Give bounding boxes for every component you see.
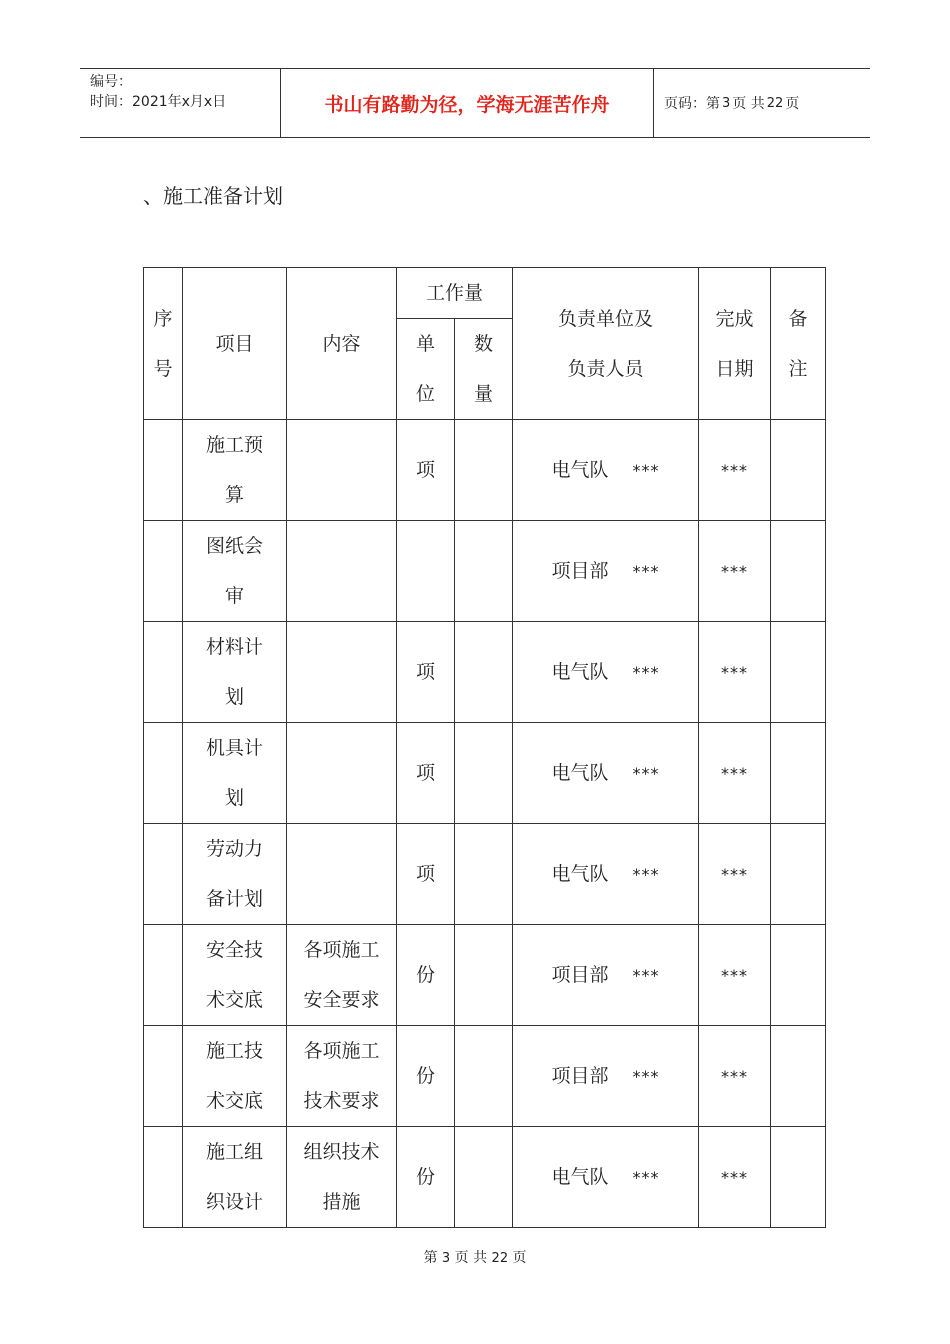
cell-unit: 项: [397, 723, 455, 824]
cell-responsible: 项目部 ***: [513, 521, 699, 622]
header-row: [144, 268, 826, 319]
cell-remark: [771, 925, 826, 1026]
footer-total: 22: [491, 1251, 509, 1266]
section-title: 、施工准备计划: [143, 184, 283, 208]
header-remark: 备注: [771, 268, 826, 420]
header-content: 内容: [287, 268, 397, 420]
cell-remark: [771, 1026, 826, 1127]
cell-item: 施工预算: [183, 420, 287, 521]
table-row: [144, 925, 826, 1026]
cell-unit: 项: [397, 824, 455, 925]
cell-responsible: 项目部 ***: [513, 925, 699, 1026]
cell-item: 机具计划: [183, 723, 287, 824]
page-footer: [0, 1247, 950, 1267]
cell-responsible: 电气队 ***: [513, 1127, 699, 1228]
cell-seq: [144, 1127, 183, 1228]
page-prefix: 页码：第: [664, 96, 720, 112]
cell-remark: [771, 622, 826, 723]
table-row: [144, 1127, 826, 1228]
cell-remark: [771, 521, 826, 622]
cell-quantity: [455, 1127, 513, 1228]
cell-remark: [771, 824, 826, 925]
cell-content: 各项施工技术要求: [287, 1026, 397, 1127]
cell-date: ***: [699, 1127, 771, 1228]
page-current: 3: [722, 95, 731, 111]
cell-item: 施工技术交底: [183, 1026, 287, 1127]
cell-quantity: [455, 622, 513, 723]
footer-current: 3: [441, 1251, 451, 1266]
cell-responsible: 项目部 ***: [513, 1026, 699, 1127]
cell-content: 组织技术措施: [287, 1127, 397, 1228]
cell-quantity: [455, 1026, 513, 1127]
footer-suffix: 页: [512, 1250, 527, 1266]
cell-responsible: 电气队 ***: [513, 723, 699, 824]
header-meta: [80, 69, 281, 137]
header-item: 项目: [183, 268, 287, 420]
cell-date: ***: [699, 824, 771, 925]
cell-unit: 份: [397, 1127, 455, 1228]
document-header: [80, 68, 870, 138]
footer-mid: 页 共: [454, 1250, 488, 1266]
cell-seq: [144, 824, 183, 925]
table-row: [144, 1026, 826, 1127]
header-responsible: [513, 268, 699, 420]
cell-remark: [771, 420, 826, 521]
header-workload: 工作量: [397, 268, 513, 319]
cell-date: ***: [699, 723, 771, 824]
cell-item: 材料计划: [183, 622, 287, 723]
header-responsible-line2: 负责人员: [567, 357, 644, 380]
footer-prefix: 第: [423, 1250, 438, 1266]
table-row: [144, 420, 826, 521]
cell-unit: 份: [397, 1026, 455, 1127]
table-row: [144, 622, 826, 723]
cell-quantity: [455, 521, 513, 622]
page-mid: 页 共: [732, 96, 765, 112]
page-suffix: 页: [785, 96, 800, 112]
cell-seq: [144, 420, 183, 521]
table-row: [144, 723, 826, 824]
cell-seq: [144, 521, 183, 622]
cell-seq: [144, 1026, 183, 1127]
cell-content: [287, 723, 397, 824]
header-page-info: [654, 69, 870, 137]
table-row: [144, 521, 826, 622]
cell-quantity: [455, 824, 513, 925]
cell-responsible: 电气队 ***: [513, 420, 699, 521]
cell-remark: [771, 723, 826, 824]
cell-seq: [144, 622, 183, 723]
cell-unit: 项: [397, 420, 455, 521]
preparation-plan-table: [143, 267, 826, 1228]
cell-date: ***: [699, 622, 771, 723]
cell-unit: [397, 521, 455, 622]
cell-item: 施工组织设计: [183, 1127, 287, 1228]
cell-seq: [144, 723, 183, 824]
cell-date: ***: [699, 521, 771, 622]
cell-content: [287, 420, 397, 521]
table-row: [144, 824, 826, 925]
cell-responsible: 电气队 ***: [513, 824, 699, 925]
cell-content: [287, 824, 397, 925]
cell-date: ***: [699, 1026, 771, 1127]
cell-item: 劳动力备计划: [183, 824, 287, 925]
header-motto: 书山有路勤为径，学海无涯苦作舟: [281, 69, 654, 137]
cell-unit: 项: [397, 622, 455, 723]
cell-date: ***: [699, 420, 771, 521]
cell-quantity: [455, 420, 513, 521]
cell-unit: 份: [397, 925, 455, 1026]
cell-date: ***: [699, 925, 771, 1026]
header-unit: 单位: [397, 319, 455, 420]
cell-quantity: [455, 925, 513, 1026]
header-responsible-line1: 负责单位及: [557, 307, 653, 330]
page-total: 22: [766, 95, 784, 111]
header-quantity: 数量: [455, 319, 513, 420]
cell-responsible: 电气队 ***: [513, 622, 699, 723]
header-date: 完成日期: [699, 268, 771, 420]
cell-seq: [144, 925, 183, 1026]
cell-content: [287, 521, 397, 622]
serial-label: 编号：: [90, 74, 132, 90]
date-label: 时间：2021年x月x日: [90, 94, 227, 110]
cell-quantity: [455, 723, 513, 824]
header-seq: 序号: [144, 268, 183, 420]
cell-content: 各项施工安全要求: [287, 925, 397, 1026]
cell-item: 图纸会审: [183, 521, 287, 622]
cell-item: 安全技术交底: [183, 925, 287, 1026]
cell-remark: [771, 1127, 826, 1228]
cell-content: [287, 622, 397, 723]
